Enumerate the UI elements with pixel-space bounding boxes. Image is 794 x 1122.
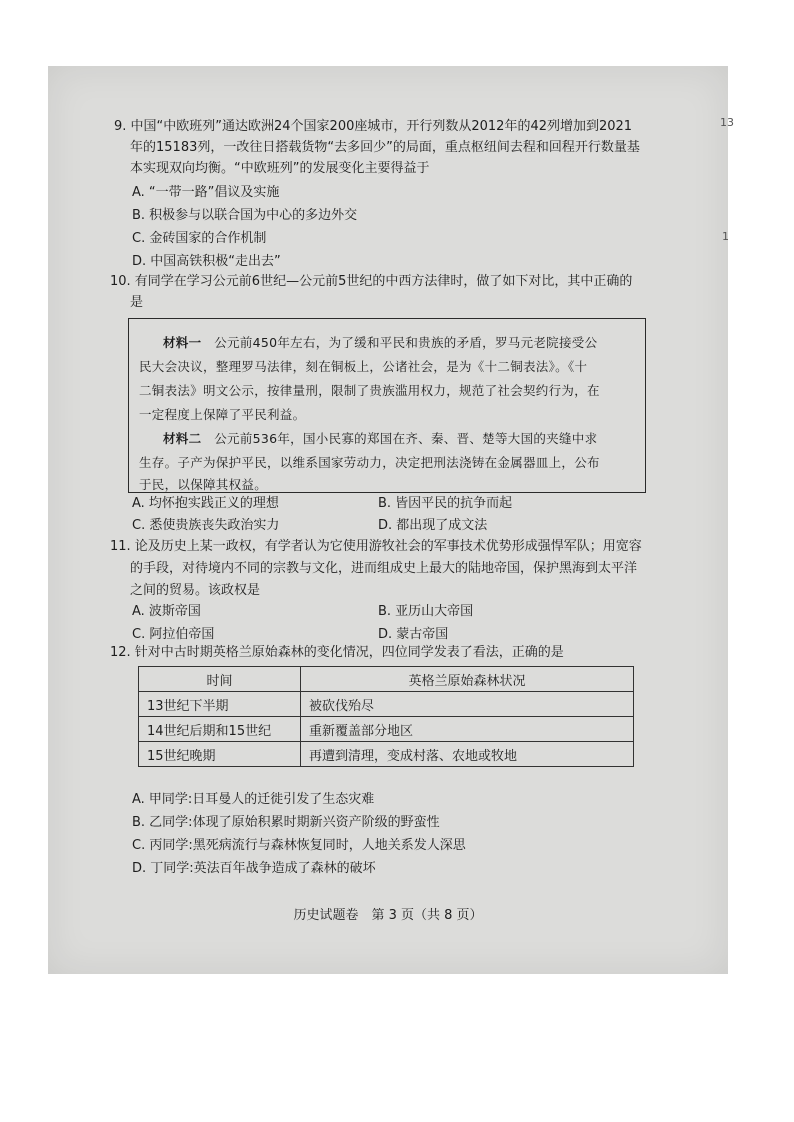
table-cell: 15世纪晚期: [139, 742, 301, 767]
table-cell: 再遭到清理，变成村落、农地或牧地: [301, 742, 634, 767]
table-row: [139, 692, 634, 717]
q10-line-1: 10. 有同学在学习公元前6世纪—公元前5世纪的中西方法律时，做了如下对比，其中正确的: [110, 274, 633, 289]
q12-option-b: B. 乙同学:体现了原始积累时期新兴资产阶级的野蛮性: [132, 815, 440, 830]
table-row: [139, 717, 634, 742]
exam-page: [48, 66, 728, 974]
material1-line-4: 一定程度上保障了平民利益。: [139, 407, 306, 422]
q9-line-2: 年的15183列，一改往日搭载货物“去多回少”的局面，重点枢纽间去程和回程开行数量基: [130, 140, 640, 155]
table-cell: 重新覆盖部分地区: [301, 717, 634, 742]
q10-option-c: C. 悉使贵族丧失政治实力: [132, 518, 280, 533]
table-cell: 13世纪下半期: [139, 692, 301, 717]
q10-option-a: A. 均怀抱实践正义的理想: [132, 496, 279, 511]
forest-table: [138, 666, 634, 767]
q11-option-c: C. 阿拉伯帝国: [132, 627, 215, 642]
material1-line-3: 二铜表法》明文公示，按律量刑，限制了贵族滥用权力，规范了社会契约行为，在: [139, 383, 600, 398]
table-header-time: 时间: [139, 667, 301, 692]
page-footer: 历史试题卷 第 3 页（共 8 页）: [293, 908, 483, 923]
table-cell: 14世纪后期和15世纪: [139, 717, 301, 742]
q12-option-a: A. 甲同学:日耳曼人的迁徙引发了生态灾难: [132, 792, 375, 807]
q9-line-3: 本实现双向均衡。“中欧班列”的发展变化主要得益于: [130, 161, 430, 176]
material1-line-2: 民大会决议，整理罗马法律，刻在铜板上，公诸社会，是为《十二铜表法》。《十: [139, 359, 588, 374]
table-cell: 被砍伐殆尽: [301, 692, 634, 717]
material2-label: 材料二: [163, 431, 202, 446]
q12-option-d: D. 丁同学:英法百年战争造成了森林的破坏: [132, 861, 376, 876]
q11-option-a: A. 波斯帝国: [132, 604, 201, 619]
q12-line: 12. 针对中古时期英格兰原始森林的变化情况，四位同学发表了看法，正确的是: [110, 645, 564, 660]
edge-mark-mid: 1: [722, 230, 729, 243]
q12-option-c: C. 丙同学:黑死病流行与森林恢复同时，人地关系发人深思: [132, 838, 466, 853]
material2-line-1: 材料二 公元前536年，国小民寡的郑国在齐、秦、晋、楚等大国的夹缝中求: [163, 431, 598, 446]
q9-option-c: C. 金砖国家的合作机制: [132, 231, 267, 246]
q11-option-b: B. 亚历山大帝国: [378, 604, 474, 619]
edge-mark-top: 13: [720, 116, 734, 129]
q11-line-3: 之间的贸易。该政权是: [130, 583, 261, 598]
material2-line-3: 于民，以保障其权益。: [139, 477, 268, 492]
material1-label: 材料一: [163, 335, 202, 350]
table-header-status: 英格兰原始森林状况: [301, 667, 634, 692]
q9-option-b: B. 积极参与以联合国为中心的多边外交: [132, 208, 358, 223]
material1-line-1: 材料一 公元前450年左右，为了缓和平民和贵族的矛盾，罗马元老院接受公: [163, 335, 598, 350]
material-box: [128, 318, 646, 493]
q10-option-b: B. 皆因平民的抗争而起: [378, 496, 513, 511]
material2-line-2: 生存。子产为保护平民，以维系国家劳动力，决定把刑法浇铸在金属器皿上，公布: [139, 455, 600, 470]
q11-line-1: 11. 论及历史上某一政权，有学者认为它使用游牧社会的军事技术优势形成强悍军队；用宽容: [110, 539, 642, 554]
q11-option-d: D. 蒙古帝国: [378, 627, 449, 642]
q9-line-1: 9. 中国“中欧班列”通达欧洲24个国家200座城市，开行列数从2012年的42列增加到2021: [114, 119, 633, 134]
q9-option-a: A. “一带一路”倡议及实施: [132, 185, 280, 200]
q11-line-2: 的手段，对待境内不同的宗教与文化，进而组成史上最大的陆地帝国，保护黑海到太平洋: [130, 561, 638, 576]
q10-line-2: 是: [130, 295, 144, 310]
q9-option-d: D. 中国高铁积极“走出去”: [132, 254, 281, 269]
table-row: [139, 742, 634, 767]
q10-option-d: D. 都出现了成文法: [378, 518, 488, 533]
table-header-row: [139, 667, 634, 692]
